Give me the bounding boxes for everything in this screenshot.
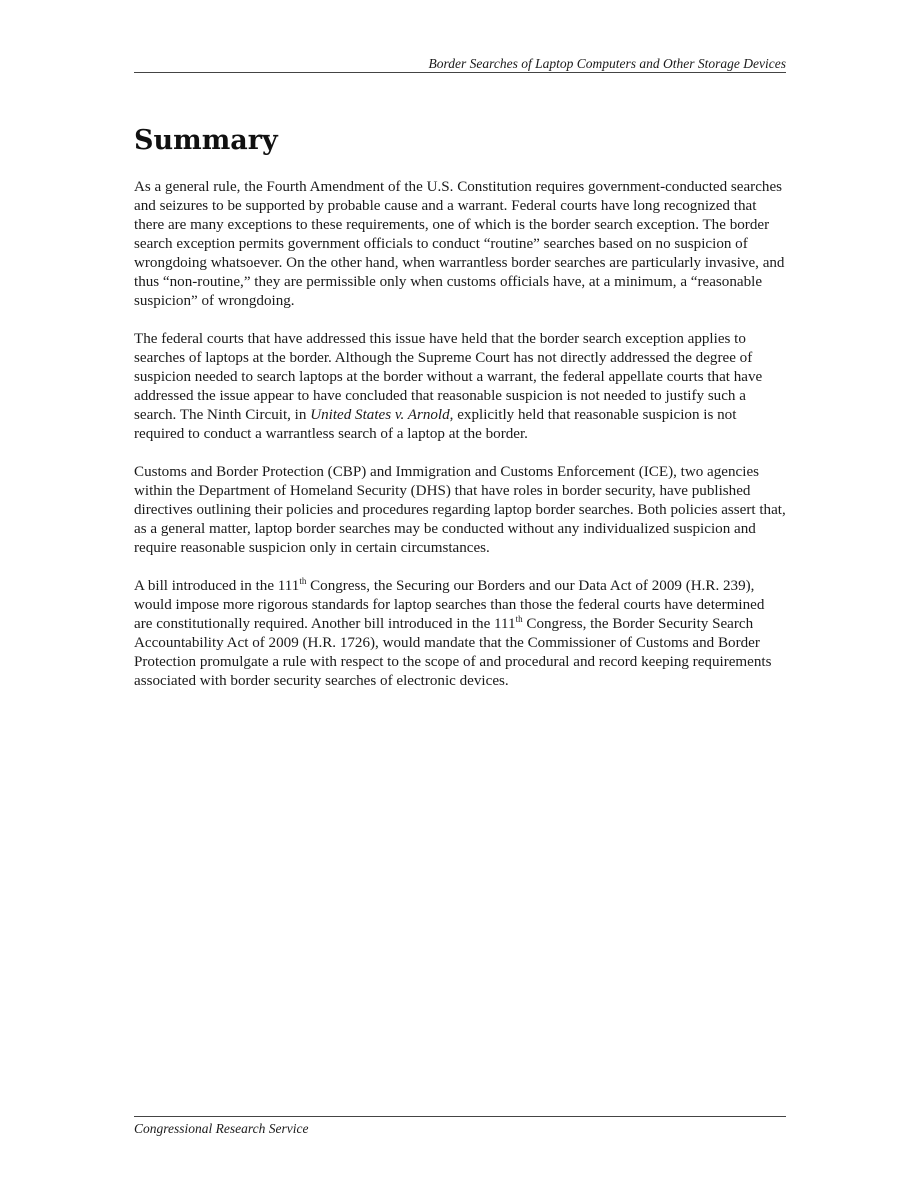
summary-paragraph-2	[134, 330, 786, 444]
paragraph-2-text-end: , explicitly held that reasonable suspicion is not required to conduct a warrantless search of a laptop at the border.	[134, 407, 737, 442]
running-footer: Congressional Research Service	[134, 1121, 309, 1136]
page-title: Summary	[134, 125, 278, 156]
paragraph-2-text-start: The federal courts that have addressed this issue have held that the border search exception applies to searches of laptops at the border. Although the Supreme Court has not directly addressed the degree of suspicion needed to search laptops at the border without a warrant, the federal appellate courts that have addressed the issue appear to have concluded that reasonable suspicion is not needed to justify such a search. The Ninth Circuit, in	[134, 331, 763, 423]
summary-paragraph-1: As a general rule, the Fourth Amendment of the U.S. Constitution requires government-conducted searches and seizures to be supported by probable cause and a warrant. Federal courts have long recognized that there are many exceptions to these requirements, one of which is the border search exception. The border search exception permits government officials to conduct “routine” searches based on no suspicion of wrongdoing whatsoever. On the other hand, when warrantless border searches are particularly invasive, and thus “non-routine,” they are permissible only when customs officials have, at a minimum, a “reasonable suspicion” of wrongdoing.	[134, 179, 785, 309]
header-divider	[134, 72, 786, 73]
footer-divider	[134, 1116, 786, 1117]
summary-body	[134, 178, 786, 710]
summary-paragraph-3: Customs and Border Protection (CBP) and Immigration and Customs Enforcement (ICE), two agencies within the Department of Homeland Security (DHS) that have roles in border security, have published directives outlining their policies and procedures regarding laptop border searches. Both policies assert that, as a general matter, laptop border searches may be conducted without any individualized suspicion and require reasonable suspicion only in certain circumstances.	[134, 464, 786, 556]
summary-paragraph-4	[134, 577, 786, 691]
paragraph-4-text-3: Congress, the Border Security Search Accountability Act of 2009 (H.R. 1726), would mandate that the Commissioner of Customs and Border Protection promulgate a rule with respect to the scope of and procedural and record keeping requirements associated with border security searches of electronic devices.	[134, 616, 772, 689]
ordinal-superscript-1: th	[299, 576, 307, 586]
running-header: Border Searches of Laptop Computers and Other Storage Devices	[428, 56, 786, 71]
paragraph-4-text-1: A bill introduced in the 111	[134, 578, 300, 594]
ordinal-superscript-2: th	[515, 614, 523, 624]
paragraph-4-text-2: Congress, the Securing our Borders and our Data Act of 2009 (H.R. 239), would impose more rigorous standards for laptop searches than those the federal courts have determined are constitutionally required. Another bill introduced in the 111	[134, 578, 765, 632]
case-name-arnold: United States v. Arnold	[310, 407, 450, 423]
